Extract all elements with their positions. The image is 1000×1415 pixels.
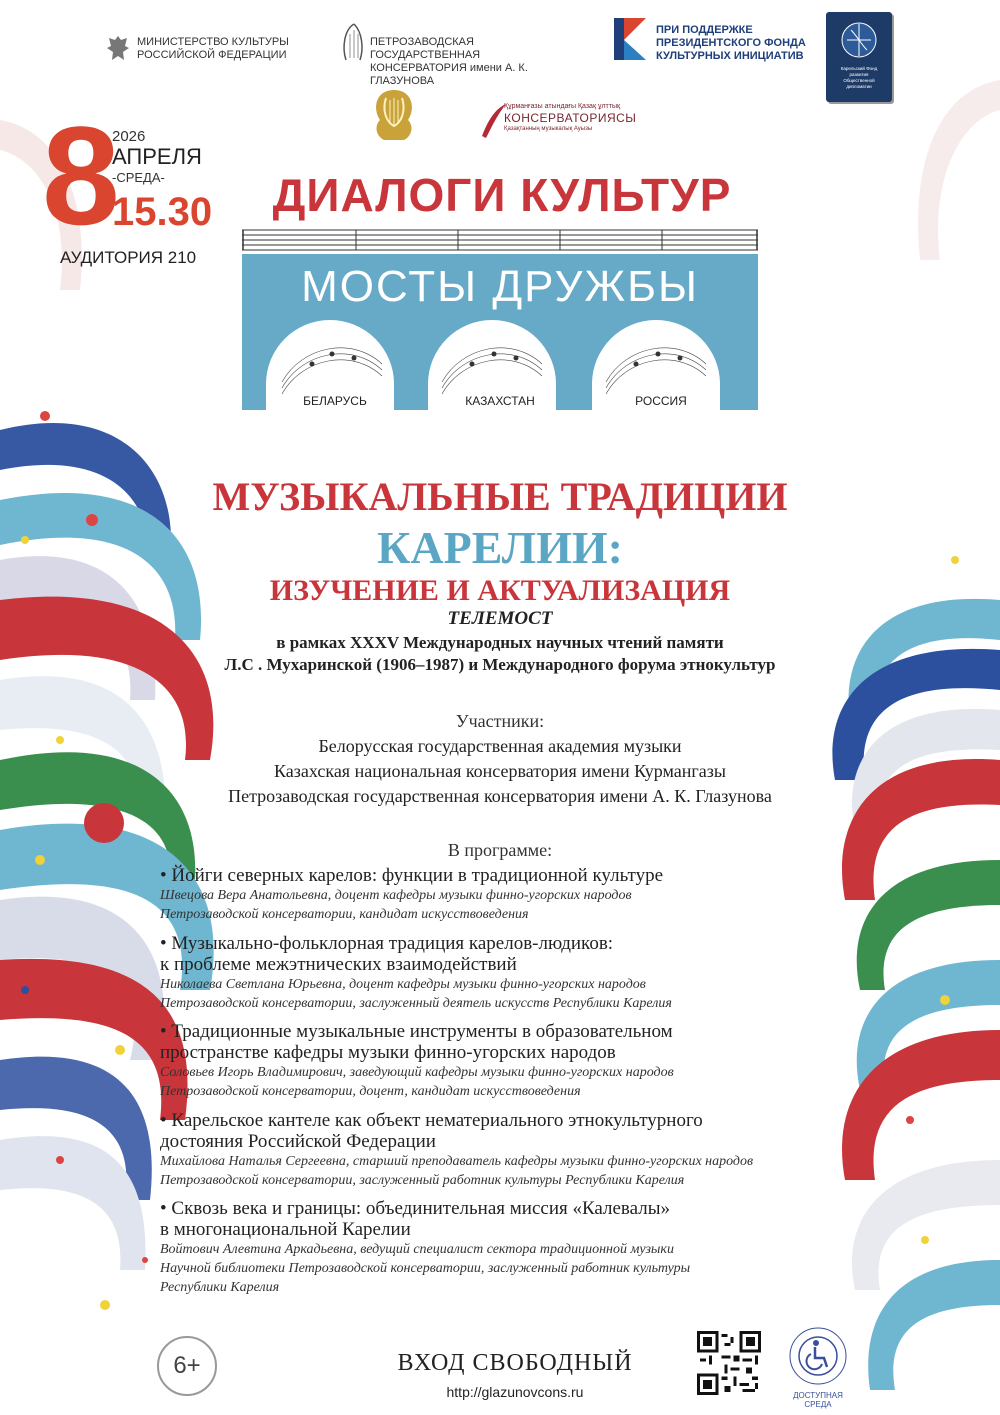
program-item-title: к проблеме межэтнических взаимодействий xyxy=(160,954,517,975)
grant-line-3: КУЛЬТУРНЫХ ИНИЦИАТИВ xyxy=(656,50,804,62)
event-day: 8 xyxy=(42,97,120,254)
program-item-title: • Музыкально-фольклорная традиция карелов-людиков: xyxy=(160,933,614,954)
banner-subtitle: МОСТЫ ДРУЖБЫ xyxy=(301,262,699,311)
program-item-speaker: Петрозаводской консерватории, заслуженный работник культуры Республики Карелия xyxy=(160,1173,685,1188)
golden-lyre-emblem-icon xyxy=(362,86,426,144)
program-item-title: • Карельское кантеле как объект нематериального этнокультурного xyxy=(160,1110,703,1131)
event-weekday: -СРЕДА- xyxy=(112,170,165,185)
program-item-speaker: Республики Карелия xyxy=(160,1280,280,1295)
conservatory-line-2: КОНСЕРВАТОРИЯ имени А. К. ГЛАЗУНОВА xyxy=(370,62,528,87)
program-label: В программе: xyxy=(447,840,553,860)
grant-fund-icon xyxy=(612,16,648,62)
program-item-speaker: Николаева Светлана Юрьевна, доцент кафедры музыки финно-угорских народов xyxy=(160,977,646,992)
globe-icon xyxy=(839,20,879,60)
banner-title: ДИАЛОГИ КУЛЬТУР xyxy=(272,169,732,221)
program-item xyxy=(160,1110,880,1190)
program-item-title: • Сквозь века и границы: объединительная миссия «Калевалы» xyxy=(160,1198,670,1219)
karelia-fund-line-4: дипломатии xyxy=(846,84,872,89)
program-item xyxy=(160,933,880,1013)
program-item-title: пространстве кафедры музыки финно-угорских народов xyxy=(160,1042,616,1063)
event-month: АПРЕЛЯ xyxy=(112,144,202,169)
accessible-environment-badge xyxy=(780,1326,856,1409)
program-item-speaker: Петрозаводской консерватории, заслуженный деятель искусств Республики Карелия xyxy=(160,996,672,1011)
kurmangazy-line-3: Қазақтанның музыкалық Ауызы xyxy=(504,126,593,132)
program-item-speaker: Соловьев Игорь Владимирович, заведующий кафедры музыки финно-угорских народов xyxy=(160,1065,674,1080)
conservatory-logo xyxy=(340,20,580,87)
karelia-fund-logo xyxy=(826,12,892,102)
eagle-emblem-icon xyxy=(105,34,131,64)
lyre-icon xyxy=(340,20,366,62)
accessible-line-1: ДОСТУПНАЯ xyxy=(793,1391,843,1400)
program-item-speaker: Войтович Алевтина Аркадьевна, ведущий специалист сектора традиционной музыки xyxy=(160,1242,674,1257)
participant-item: Петрозаводская государственная консерватория имени А. К. Глазунова xyxy=(228,786,772,806)
program-item-title: • Йойги северных карелов: функции в традиционной культуре xyxy=(160,865,664,886)
belarus-academy-emblem xyxy=(362,86,426,144)
program-item xyxy=(160,865,880,924)
headline-context-1: в рамках XXXV Международных научных чтений памяти xyxy=(276,633,724,652)
conservatory-line-1: ПЕТРОЗАВОДСКАЯ ГОСУДАРСТВЕННАЯ xyxy=(370,36,481,61)
qr-code-icon xyxy=(697,1331,761,1395)
karelia-fund-line-1: Карельский Фонд xyxy=(840,66,878,71)
kurmangazy-line-1: Құрманғазы атындағы Қазақ ұлттық xyxy=(504,103,621,110)
headline-line-3: ИЗУЧЕНИЕ И АКТУАЛИЗАЦИЯ xyxy=(269,574,731,607)
kurmangazy-line-2: КОНСЕРВАТОРИЯСЫ xyxy=(504,111,637,125)
country-kazakhstan: КАЗАХСТАН xyxy=(465,394,535,408)
age-rating: 6+ xyxy=(173,1352,201,1379)
country-russia: РОССИЯ xyxy=(635,394,687,408)
grant-logo xyxy=(612,16,812,64)
kurmangazy-logo xyxy=(478,100,648,142)
program-item-speaker: Михайлова Наталья Сергеевна, старший преподаватель кафедры музыки финно-угорских народов xyxy=(160,1154,754,1169)
karelia-fund-line-3: Общественной xyxy=(843,78,875,83)
program-item-speaker: Научной библиотеки Петрозаводской консерватории, заслуженный работник культуры xyxy=(160,1261,691,1276)
country-belarus: БЕЛАРУСЬ xyxy=(303,394,367,408)
event-room: АУДИТОРИЯ 210 xyxy=(60,248,197,267)
program-item-title: • Традиционные музыкальные инструменты в образовательном xyxy=(160,1021,673,1042)
age-rating-badge xyxy=(157,1336,217,1396)
wheelchair-icon xyxy=(780,1326,856,1386)
headline-line-2: КАРЕЛИИ: xyxy=(377,522,623,573)
participants-label: Участники: xyxy=(455,711,545,731)
ministry-line-1: МИНИСТЕРСТВО КУЛЬТУРЫ xyxy=(137,36,289,48)
headline-format: ТЕЛЕМОСТ xyxy=(447,608,553,629)
participant-item: Белорусская государственная академия музыки xyxy=(318,736,682,756)
program-item-speaker: Петрозаводской консерватории, доцент, кандидат искусствоведения xyxy=(160,1084,581,1099)
headline-context-2: Л.С . Мухаринской (1906–1987) и Международного форума этнокультур xyxy=(224,655,776,674)
website-link[interactable]: http://glazunovcons.ru xyxy=(446,1384,584,1400)
event-year: 2026 xyxy=(112,128,146,145)
grant-line-1: ПРИ ПОДДЕРЖКЕ xyxy=(656,24,753,36)
ministry-logo xyxy=(105,32,305,64)
music-staff xyxy=(242,227,758,253)
program-item xyxy=(160,1198,880,1297)
program-item-speaker: Петрозаводской консерватории, кандидат искусствоведения xyxy=(160,907,529,922)
free-entry: ВХОД СВОБОДНЫЙ xyxy=(397,1350,633,1376)
participant-item: Казахская национальная консерватория имени Курмангазы xyxy=(274,761,726,781)
program-item-speaker: Швецова Вера Анатольевна, доцент кафедры музыки финно-угорских народов xyxy=(160,888,632,903)
event-time: 15.30 xyxy=(112,190,213,234)
headline-line-1: МУЗЫКАЛЬНЫЕ ТРАДИЦИИ xyxy=(212,474,788,519)
program-item xyxy=(160,1021,880,1101)
program-item-title: достояния Российской Федерации xyxy=(160,1131,436,1152)
ministry-line-2: РОССИЙСКОЙ ФЕДЕРАЦИИ xyxy=(137,49,287,61)
program-item-title: в многонациональной Карелии xyxy=(160,1219,411,1240)
grant-line-2: ПРЕЗИДЕНТСКОГО ФОНДА xyxy=(656,37,806,49)
karelia-fund-line-2: развития xyxy=(849,72,869,77)
accessible-line-2: СРЕДА xyxy=(804,1400,832,1409)
